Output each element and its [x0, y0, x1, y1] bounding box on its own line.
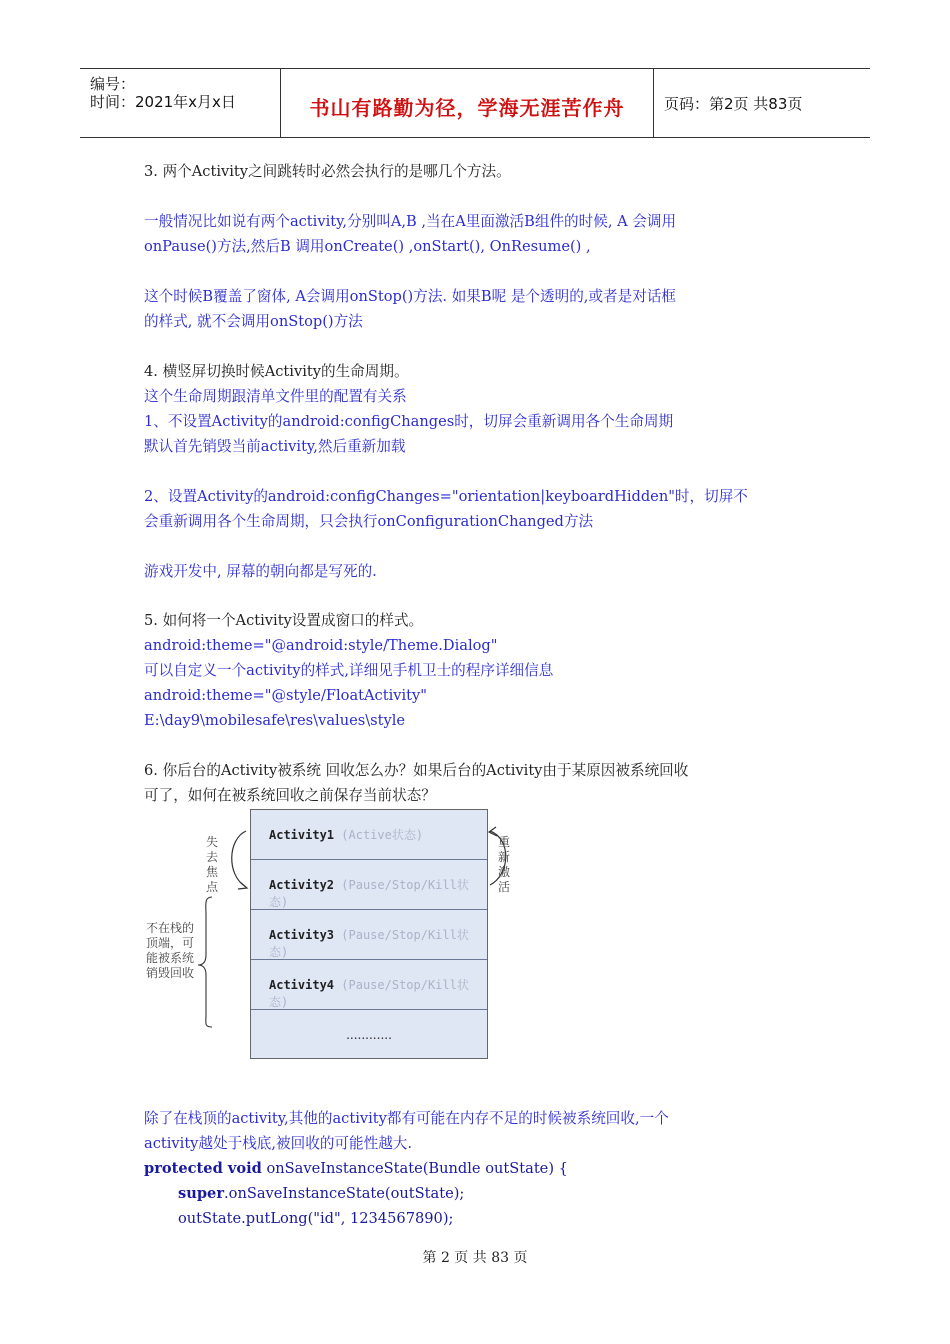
- q5-line2: 可以自定义一个activity的样式,详细见手机卫士的程序详细信息: [144, 662, 554, 679]
- q4-line3: 默认首先销毁当前activity,然后重新加载: [144, 438, 406, 455]
- left-arrow-label: 失去焦点: [206, 835, 219, 894]
- left-arrow: [232, 831, 246, 887]
- q5-line3: android:theme="@style/FloatActivity": [144, 687, 427, 704]
- q5-title: 5. 如何将一个Activity设置成窗口的样式。: [144, 612, 424, 629]
- q5-line4: E:\day9\mobilesafe\res\values\style: [144, 712, 406, 729]
- q3-title: 3. 两个Activity之间跳转时必然会执行的是哪几个方法。: [144, 163, 511, 180]
- q4-line2: 1、不设置Activity的android:configChanges时，切屏会重新调用各个生命周期: [144, 413, 674, 430]
- code-signature: onSaveInstanceState(Bundle outState) {: [261, 1160, 568, 1177]
- page-number-label: 页码：第2页 共83页: [664, 95, 803, 113]
- q4-line1: 这个生命周期跟清单文件里的配置有关系: [144, 388, 407, 405]
- code-line1: [144, 1156, 568, 1181]
- code-line3: outState.putLong("id", 1234567890);: [178, 1210, 454, 1227]
- q3-para2-line1: 这个时候B覆盖了窗体, A会调用onStop()方法. 如果B呢 是个透明的,或者是对话框: [144, 288, 677, 305]
- header-motto-cell: [281, 69, 654, 137]
- code-super-call: .onSaveInstanceState(outState);: [224, 1185, 465, 1202]
- left-arrowhead: [238, 882, 247, 889]
- stack-row-activity2: [251, 860, 487, 910]
- activity2-label: Activity2 (Pause/Stop/Kill状态): [269, 878, 469, 909]
- stack-row-activity3: [251, 910, 487, 960]
- activity-stack: [250, 809, 488, 1059]
- motto: 书山有路勤为径，学海无涯苦作舟: [309, 96, 625, 120]
- q3-para1-line1: 一般情况比如说有两个activity,分别叫A,B ,当在A里面激活B组件的时候, A 会调用: [144, 213, 677, 230]
- page-header: [80, 68, 870, 138]
- q4-line6: 游戏开发中, 屏幕的朝向都是写死的.: [144, 563, 377, 580]
- number-label: 编号：: [90, 75, 136, 93]
- after-line2: activity越处于栈底,被回收的可能性越大.: [144, 1135, 413, 1152]
- q4-title: 4. 横竖屏切换时候Activity的生命周期。: [144, 363, 409, 380]
- q4-line5: 会重新调用各个生命周期，只会执行onConfigurationChanged方法: [144, 513, 594, 530]
- activity-stack-diagram: [140, 805, 540, 1065]
- q3-para2-line2: 的样式, 就不会调用onStop()方法: [144, 313, 363, 330]
- code-keyword-protected-void: protected void: [144, 1160, 262, 1177]
- brace-label: 不在栈的顶端，可能被系统销毁回收: [146, 921, 195, 980]
- after-line1: 除了在栈顶的activity,其他的activity都有可能在内存不足的时候被系统回收,一个: [144, 1110, 669, 1127]
- stack-dots: ............: [346, 1028, 392, 1042]
- time-label: 时间：2021年x月x日: [90, 93, 236, 111]
- stack-row-activity1: [251, 810, 487, 860]
- activity3-label: Activity3 (Pause/Stop/Kill状态): [269, 928, 469, 959]
- right-arrow-label: 重新激活: [498, 835, 511, 894]
- stack-row-activity4: [251, 960, 487, 1010]
- stack-row-more: [251, 1010, 487, 1058]
- header-page-cell: [654, 69, 870, 137]
- code-line2: [178, 1181, 464, 1206]
- header-meta-cell: [80, 69, 281, 137]
- q5-line1: android:theme="@android:style/Theme.Dialog": [144, 637, 498, 654]
- q6-title-line1: 6. 你后台的Activity被系统 回收怎么办？如果后台的Activity由于某原因被系统回收: [144, 762, 689, 779]
- page-footer: 第 2 页 共 83 页: [422, 1250, 528, 1266]
- q3-para1-line2: onPause()方法,然后B 调用onCreate() ,onStart(), OnResume() ,: [144, 238, 591, 255]
- code-keyword-super: super: [178, 1185, 225, 1202]
- activity1-label: Activity1 (Active状态): [269, 828, 424, 842]
- activity4-label: Activity4 (Pause/Stop/Kill状态): [269, 978, 469, 1009]
- q6-title-line2: 可了，如何在被系统回收之前保存当前状态？: [144, 787, 436, 804]
- q4-line4: 2、设置Activity的android:configChanges="orientation|keyboardHidden"时，切屏不: [144, 488, 748, 505]
